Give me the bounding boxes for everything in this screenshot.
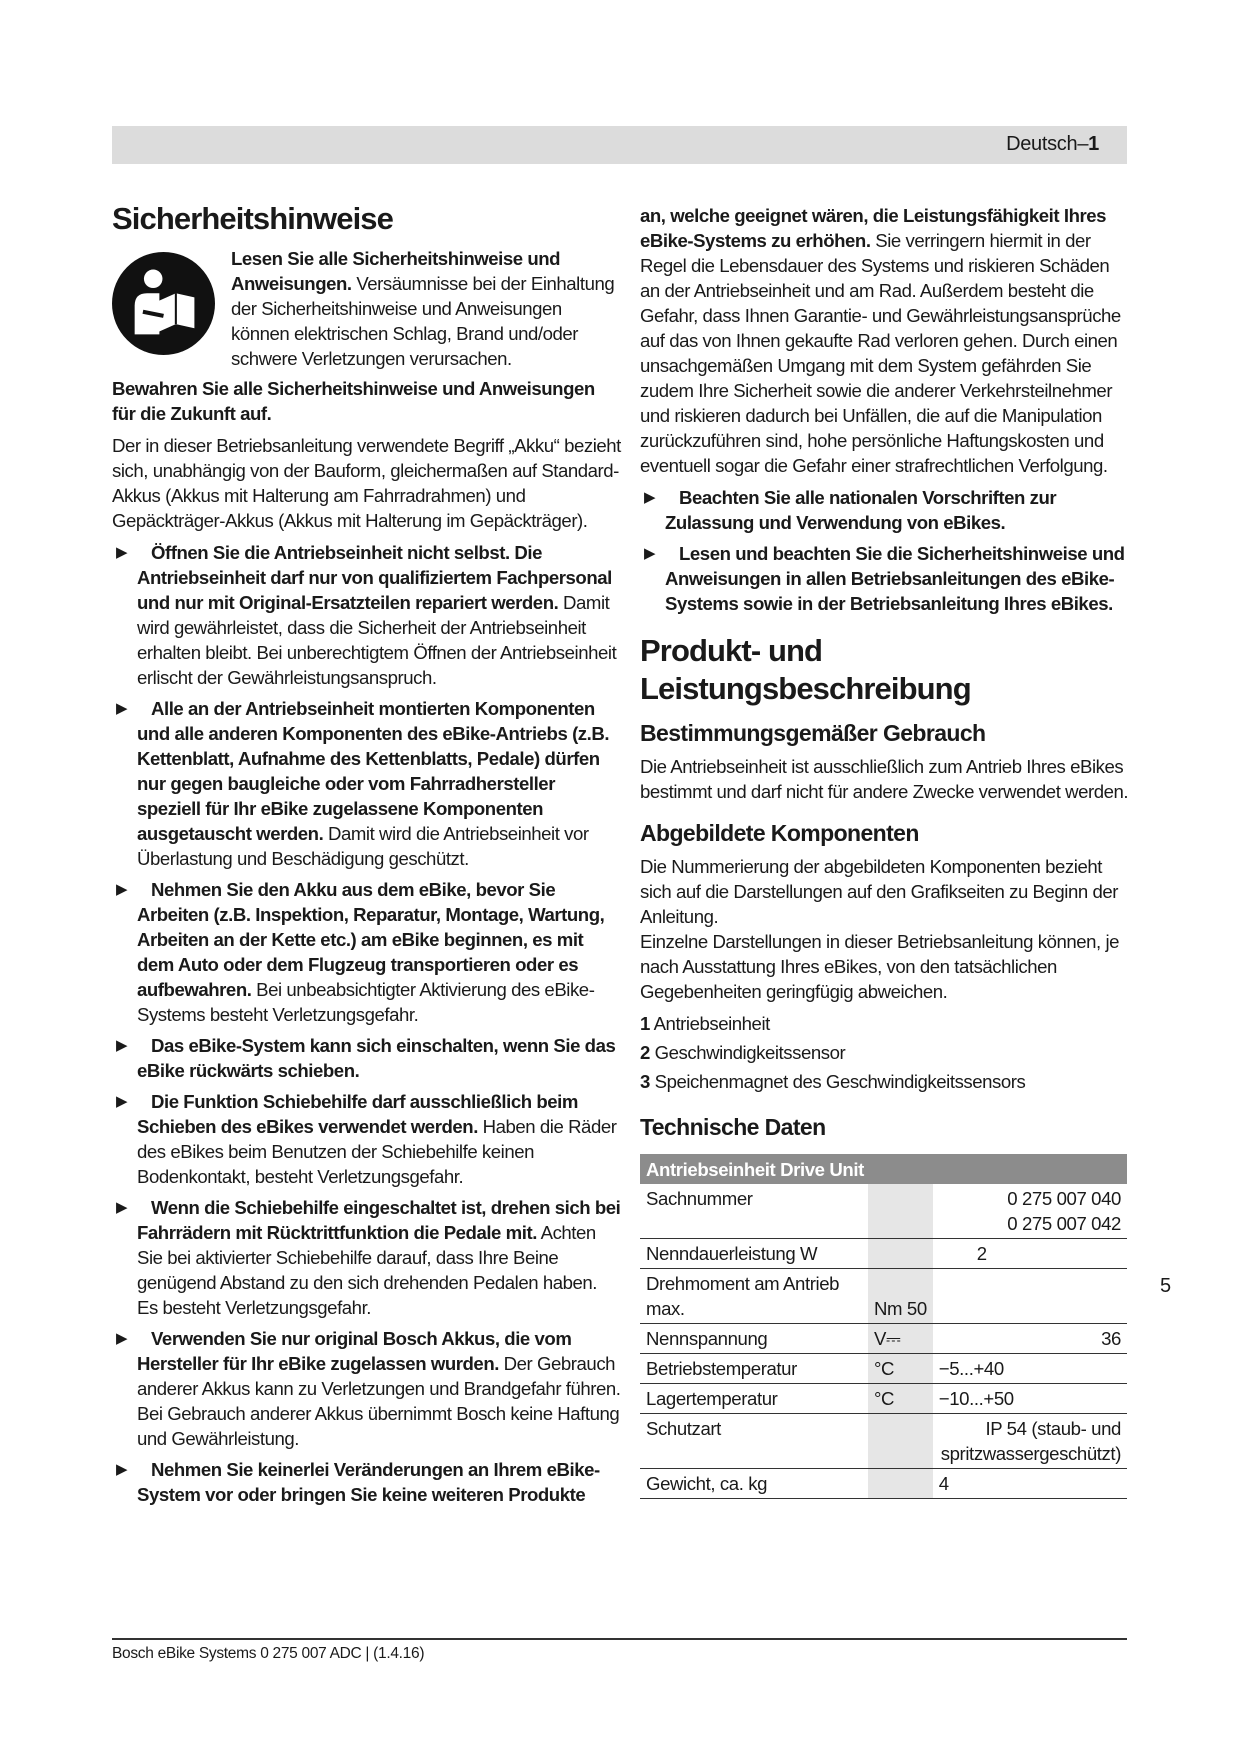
footer-divider bbox=[112, 1638, 1127, 1640]
row-unit: V⎓ bbox=[868, 1324, 933, 1354]
header-separator: – bbox=[1077, 133, 1089, 155]
component-number: 3 bbox=[640, 1071, 650, 1092]
row-value: IP 54 (staub- und spritzwassergeschützt) bbox=[933, 1414, 1127, 1469]
list-item bbox=[640, 1069, 1130, 1094]
keep-instructions bbox=[112, 376, 622, 426]
safety-bullet-list bbox=[112, 540, 622, 1507]
table-header: Antriebseinheit Drive Unit bbox=[640, 1154, 1127, 1184]
arrow-bullet-icon: ▶ bbox=[644, 489, 656, 506]
list-item bbox=[640, 1040, 1130, 1065]
row-unit: Nm 50 bbox=[868, 1269, 933, 1324]
row-label: Nennspannung bbox=[640, 1324, 868, 1354]
row-value: 2 bbox=[933, 1239, 1127, 1269]
tech-data-heading: Technische Daten bbox=[640, 1114, 826, 1140]
read-manual-icon bbox=[112, 252, 215, 355]
header-language: Deutsch bbox=[1006, 133, 1078, 155]
intended-use-heading: Bestimmungsgemäßer Gebrauch bbox=[640, 720, 986, 746]
list-item bbox=[640, 485, 1130, 535]
page-header bbox=[112, 126, 1127, 164]
list-item bbox=[112, 1089, 622, 1189]
bullet-bold: Das eBike-System kann sich einschalten, wenn Sie das eBike rückwärts schieben. bbox=[137, 1035, 616, 1081]
header-page-number: 1 bbox=[1088, 133, 1099, 155]
row-label: Schutzart bbox=[640, 1414, 868, 1469]
table-row bbox=[640, 1469, 1127, 1499]
arrow-bullet-icon: ▶ bbox=[116, 544, 128, 561]
row-value: 4 bbox=[933, 1469, 1127, 1499]
component-number: 2 bbox=[640, 1042, 650, 1063]
bullet-bold: Nehmen Sie keinerlei Veränderungen an Ihrem eBike-System vor oder bringen Sie keine weiteren Produkte bbox=[137, 1459, 600, 1505]
components-text-2: Einzelne Darstellungen in dieser Betriebsanleitung können, je nach Ausstattung Ihres eBikes, von den tatsächlichen Gegebenheiten geringfügig abweichen. bbox=[640, 931, 1120, 1002]
bullet-bold: Öffnen Sie die Antriebseinheit nicht selbst. Die Antriebseinheit darf nur von qualifiziertem Fachpersonal und nur mit Original-Ersatzteilen repariert werden. bbox=[137, 542, 612, 613]
right-column bbox=[640, 203, 1130, 1499]
row-label: Gewicht, ca. kg bbox=[640, 1469, 868, 1499]
bullet-bold: Lesen und beachten Sie die Sicherheitshinweise und Anweisungen in allen Betriebsanleitungen des eBike-Systems sowie in der Betriebsanleitung Ihres eBikes. bbox=[665, 543, 1125, 614]
arrow-bullet-icon: ▶ bbox=[116, 1093, 128, 1110]
table-row bbox=[640, 1354, 1127, 1384]
continued-text: Sie verringern hiermit in der Regel die Lebensdauer des Systems und riskieren Schäden an der Antriebseinheit und am Rad. Außerdem besteht die Gefahr, dass Ihnen Garantie- und Gewährleistungsansprüche auf das von Ihnen gekaufte Rad verloren gehen. Durch einen unsachgemäßen Umgang mit dem System gefährden Sie zudem Ihre Sicherheit sowie die anderer Verkehrsteilnehmer und riskieren dadurch bei Unfällen, die auf die Manipulation zurückzuführen sind, hohe persönliche Haftungskosten und eventuell sogar die Gefahr einer strafrechtlichen Verfolgung. bbox=[640, 230, 1121, 476]
bullet-text: Bei unbeabsichtigter Aktivierung des eBike-Systems besteht Verletzungsgefahr. bbox=[137, 979, 595, 1025]
row-unit bbox=[868, 1184, 933, 1239]
bullet-text: Damit wird gewährleistet, dass die Sicherheit der Antriebseinheit erhalten bleibt. Bei unberechtigtem Öffnen der Antriebseinheit erlischt der Gewährleistungsanspruch. bbox=[137, 592, 617, 688]
row-value: 36 bbox=[933, 1324, 1127, 1354]
list-item bbox=[112, 1457, 622, 1507]
component-label: Geschwindigkeitssensor bbox=[649, 1042, 846, 1063]
arrow-bullet-icon: ▶ bbox=[644, 545, 656, 562]
bullet-bold: Die Funktion Schiebehilfe darf ausschließlich beim Schieben des eBikes verwendet werden. bbox=[137, 1091, 578, 1137]
table-row bbox=[640, 1269, 1127, 1324]
product-title: Produkt- und Leistungsbeschreibung bbox=[640, 633, 971, 706]
row-label: Lagertemperatur bbox=[640, 1384, 868, 1414]
continued-paragraph bbox=[640, 203, 1130, 478]
row-unit bbox=[868, 1469, 933, 1499]
table-row bbox=[640, 1239, 1127, 1269]
bullet-text: Achten Sie bei aktivierter Schiebehilfe darauf, dass Ihre Beine genügend Abstand zu den sich drehenden Pedalen haben. Es besteht Verletzungsgefahr. bbox=[137, 1222, 597, 1318]
intro-paragraph bbox=[231, 246, 622, 371]
components-heading: Abgebildete Komponenten bbox=[640, 820, 919, 846]
bullet-bold: Alle an der Antriebseinheit montierten Komponenten und alle anderen Komponenten des eBike-Antriebs (z.B. Kettenblatt, Aufnahme des Kettenblatts, Pedale) dürfen nur gegen baugleiche oder vom Fahrradhersteller speziell für Ihr eBike zugelassene Komponenten ausgetauscht werden. bbox=[137, 698, 610, 844]
list-item bbox=[112, 1195, 622, 1320]
table-row bbox=[640, 1384, 1127, 1414]
row-unit bbox=[868, 1414, 933, 1469]
row-label: Sachnummer bbox=[640, 1184, 868, 1239]
arrow-bullet-icon: ▶ bbox=[116, 700, 128, 717]
safety-intro bbox=[112, 246, 622, 372]
bullet-bold: Wenn die Schiebehilfe eingeschaltet ist, drehen sich bei Fahrrädern mit Rücktrittfunktion die Pedale mit. bbox=[137, 1197, 621, 1243]
arrow-bullet-icon: ▶ bbox=[116, 1461, 128, 1478]
components-text-1: Die Nummerierung der abgebildeten Komponenten bezieht sich auf die Darstellungen auf den Grafikseiten zu Beginn der Anleitung. bbox=[640, 856, 1118, 927]
bullet-text: Haben die Räder des eBikes beim Benutzen der Schiebehilfe keinen Bodenkontakt, besteht Verletzungsgefahr. bbox=[137, 1116, 617, 1187]
row-unit: °C bbox=[868, 1384, 933, 1414]
component-label: Speichenmagnet des Geschwindigkeitssensors bbox=[649, 1071, 1026, 1092]
arrow-bullet-icon: ▶ bbox=[116, 881, 128, 898]
list-item bbox=[112, 696, 622, 871]
arrow-bullet-icon: ▶ bbox=[116, 1330, 128, 1347]
safety-title: Sicherheitshinweise bbox=[112, 201, 393, 236]
row-value: −10...+50 bbox=[933, 1384, 1127, 1414]
arrow-bullet-icon: ▶ bbox=[116, 1037, 128, 1054]
row-label: Nenndauerleistung W bbox=[640, 1239, 868, 1269]
regulations-bullet-list bbox=[640, 485, 1130, 616]
bullet-text: Der Gebrauch anderer Akkus kann zu Verletzungen und Brandgefahr führen. Bei Gebrauch anderer Akkus übernimmt Bosch keine Haftung und Gewährleistung. bbox=[137, 1353, 621, 1449]
list-item bbox=[640, 541, 1130, 616]
tech-data-table bbox=[640, 1154, 1127, 1499]
component-list bbox=[640, 1011, 1130, 1094]
row-value: −5...+40 bbox=[933, 1354, 1127, 1384]
list-item bbox=[640, 1011, 1130, 1036]
list-item bbox=[112, 1326, 622, 1451]
list-item bbox=[112, 1033, 622, 1083]
table-row bbox=[640, 1324, 1127, 1354]
component-number: 1 bbox=[640, 1013, 650, 1034]
table-row bbox=[640, 1184, 1127, 1239]
side-page-number: 5 bbox=[1160, 1275, 1172, 1297]
row-value bbox=[933, 1269, 1127, 1324]
intro-bold: Lesen Sie alle Sicherheitshinweise und Anweisungen. bbox=[231, 248, 561, 294]
akku-definition: Der in dieser Betriebsanleitung verwendete Begriff „Akku“ bezieht sich, unabhängig von der Bauform, gleichermaßen auf Standard-Akkus (Akkus mit Halterung am Fahrradrahmen) und Gepäckträger-Akkus (Akkus mit Halterung im Gepäckträger). bbox=[112, 435, 621, 531]
table-header-row bbox=[640, 1154, 1127, 1184]
row-label: Drehmoment am Antrieb max. bbox=[640, 1269, 868, 1324]
row-label: Betriebstemperatur bbox=[640, 1354, 868, 1384]
continued-bold: an, welche geeignet wären, die Leistungsfähigkeit Ihres eBike-Systems zu erhöhen. bbox=[640, 205, 1107, 251]
intro-text: Versäumnisse bei der Einhaltung der Sicherheitshinweise und Anweisungen können elektrischen Schlag, Brand und/oder schwere Verletzungen verursachen. bbox=[231, 273, 615, 369]
keep-bold: Bewahren Sie alle Sicherheitshinweise und Anweisungen für die Zukunft auf. bbox=[112, 378, 595, 424]
bullet-bold: Beachten Sie alle nationalen Vorschriften zur Zulassung und Verwendung von eBikes. bbox=[665, 487, 1057, 533]
row-unit bbox=[868, 1239, 933, 1269]
row-unit: °C bbox=[868, 1354, 933, 1384]
footer-text: Bosch eBike Systems 0 275 007 ADC | (1.4.16) bbox=[112, 1645, 425, 1662]
arrow-bullet-icon: ▶ bbox=[116, 1199, 128, 1216]
intended-use-text: Die Antriebseinheit ist ausschließlich zum Antrieb Ihres eBikes bestimmt und darf nicht für andere Zwecke verwendet werden. bbox=[640, 756, 1129, 802]
component-label: Antriebseinheit bbox=[649, 1013, 770, 1034]
header-page-label bbox=[1006, 133, 1099, 156]
row-value: 0 275 007 040 0 275 007 042 bbox=[933, 1184, 1127, 1239]
bullet-text: Damit wird die Antriebseinheit vor Überlastung und Beschädigung geschützt. bbox=[137, 823, 589, 869]
list-item bbox=[112, 877, 622, 1027]
bullet-bold: Nehmen Sie den Akku aus dem eBike, bevor Sie Arbeiten (z.B. Inspektion, Reparatur, Montage, Wartung, Arbeiten an der Kette etc.) am eBike beginnen, es mit dem Auto oder dem Flugzeug transportieren oder es aufbewahren. bbox=[137, 879, 605, 1000]
bullet-bold: Verwenden Sie nur original Bosch Akkus, die vom Hersteller für Ihr eBike zugelassen wurden. bbox=[137, 1328, 572, 1374]
table-row bbox=[640, 1414, 1127, 1469]
list-item bbox=[112, 540, 622, 690]
left-column bbox=[112, 200, 622, 1513]
